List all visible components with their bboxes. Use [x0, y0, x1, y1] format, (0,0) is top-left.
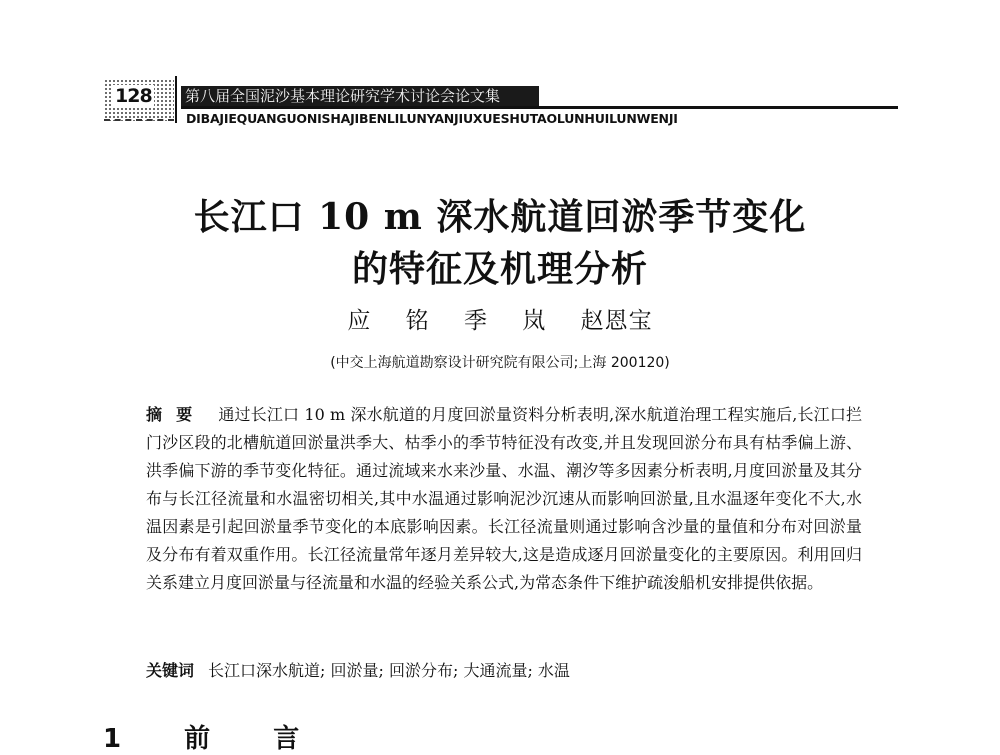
keywords [146, 660, 862, 682]
series-title-pinyin: DIBAJIEQUANGUONISHAJIBENLILUNYANJIUXUESHUTAOLUNHUILUNWENJI [186, 111, 678, 126]
abstract-text: 通过长江口 10 m 深水航道的月度回淤量资料分析表明,深水航道治理工程实施后,长江口拦门沙区段的北槽航道回淤量洪季大、枯季小的季节特征没有改变,并且发现回淤分布具有枯季偏上游、洪季偏下游的季节变化特征。通过流域来水来沙量、水温、潮汐等多因素分析表明,月度回淤量及其分布与长江径流量和水温密切相关,其中水温通过影响泥沙沉速从而影响回淤量,且水温逐年变化不大,水温因素是引起回淤量季节变化的本底影响因素。长江径流量则通过影响含沙量的量值和分布对回淤量及分布有着双重作用。长江径流量常年逐月差异较大,这是造成逐月回淤量变化的主要原因。利用回归关系建立月度回淤量与径流量和水温的经验关系公式,为常态条件下维护疏浚船机安排提供依据。 [146, 405, 862, 592]
header-divider [175, 76, 177, 123]
section-heading [103, 718, 317, 755]
abstract-label: 摘要 [146, 405, 207, 424]
page-number: 128 [115, 85, 152, 107]
section-title: 前 言 [184, 724, 318, 754]
keywords-label: 关键词 [146, 661, 195, 680]
page-number-box [104, 79, 174, 121]
paper-title-line-1: 长江口 10 m 深水航道回淤季节变化 [193, 196, 807, 238]
abstract [146, 401, 862, 597]
authors: 应 铭 季 岚 赵恩宝 [347, 308, 653, 334]
affiliation: (中交上海航道勘察设计研究院有限公司;上海 200120) [330, 355, 670, 371]
header-rule [181, 106, 898, 109]
section-number: 1 [103, 724, 140, 754]
paper-title-line-2: 的特征及机理分析 [351, 248, 648, 290]
keywords-text: 长江口深水航道; 回淤量; 回淤分布; 大通流量; 水温 [208, 661, 570, 680]
series-title: 第八届全国泥沙基本理论研究学术讨论会论文集 [181, 86, 539, 106]
